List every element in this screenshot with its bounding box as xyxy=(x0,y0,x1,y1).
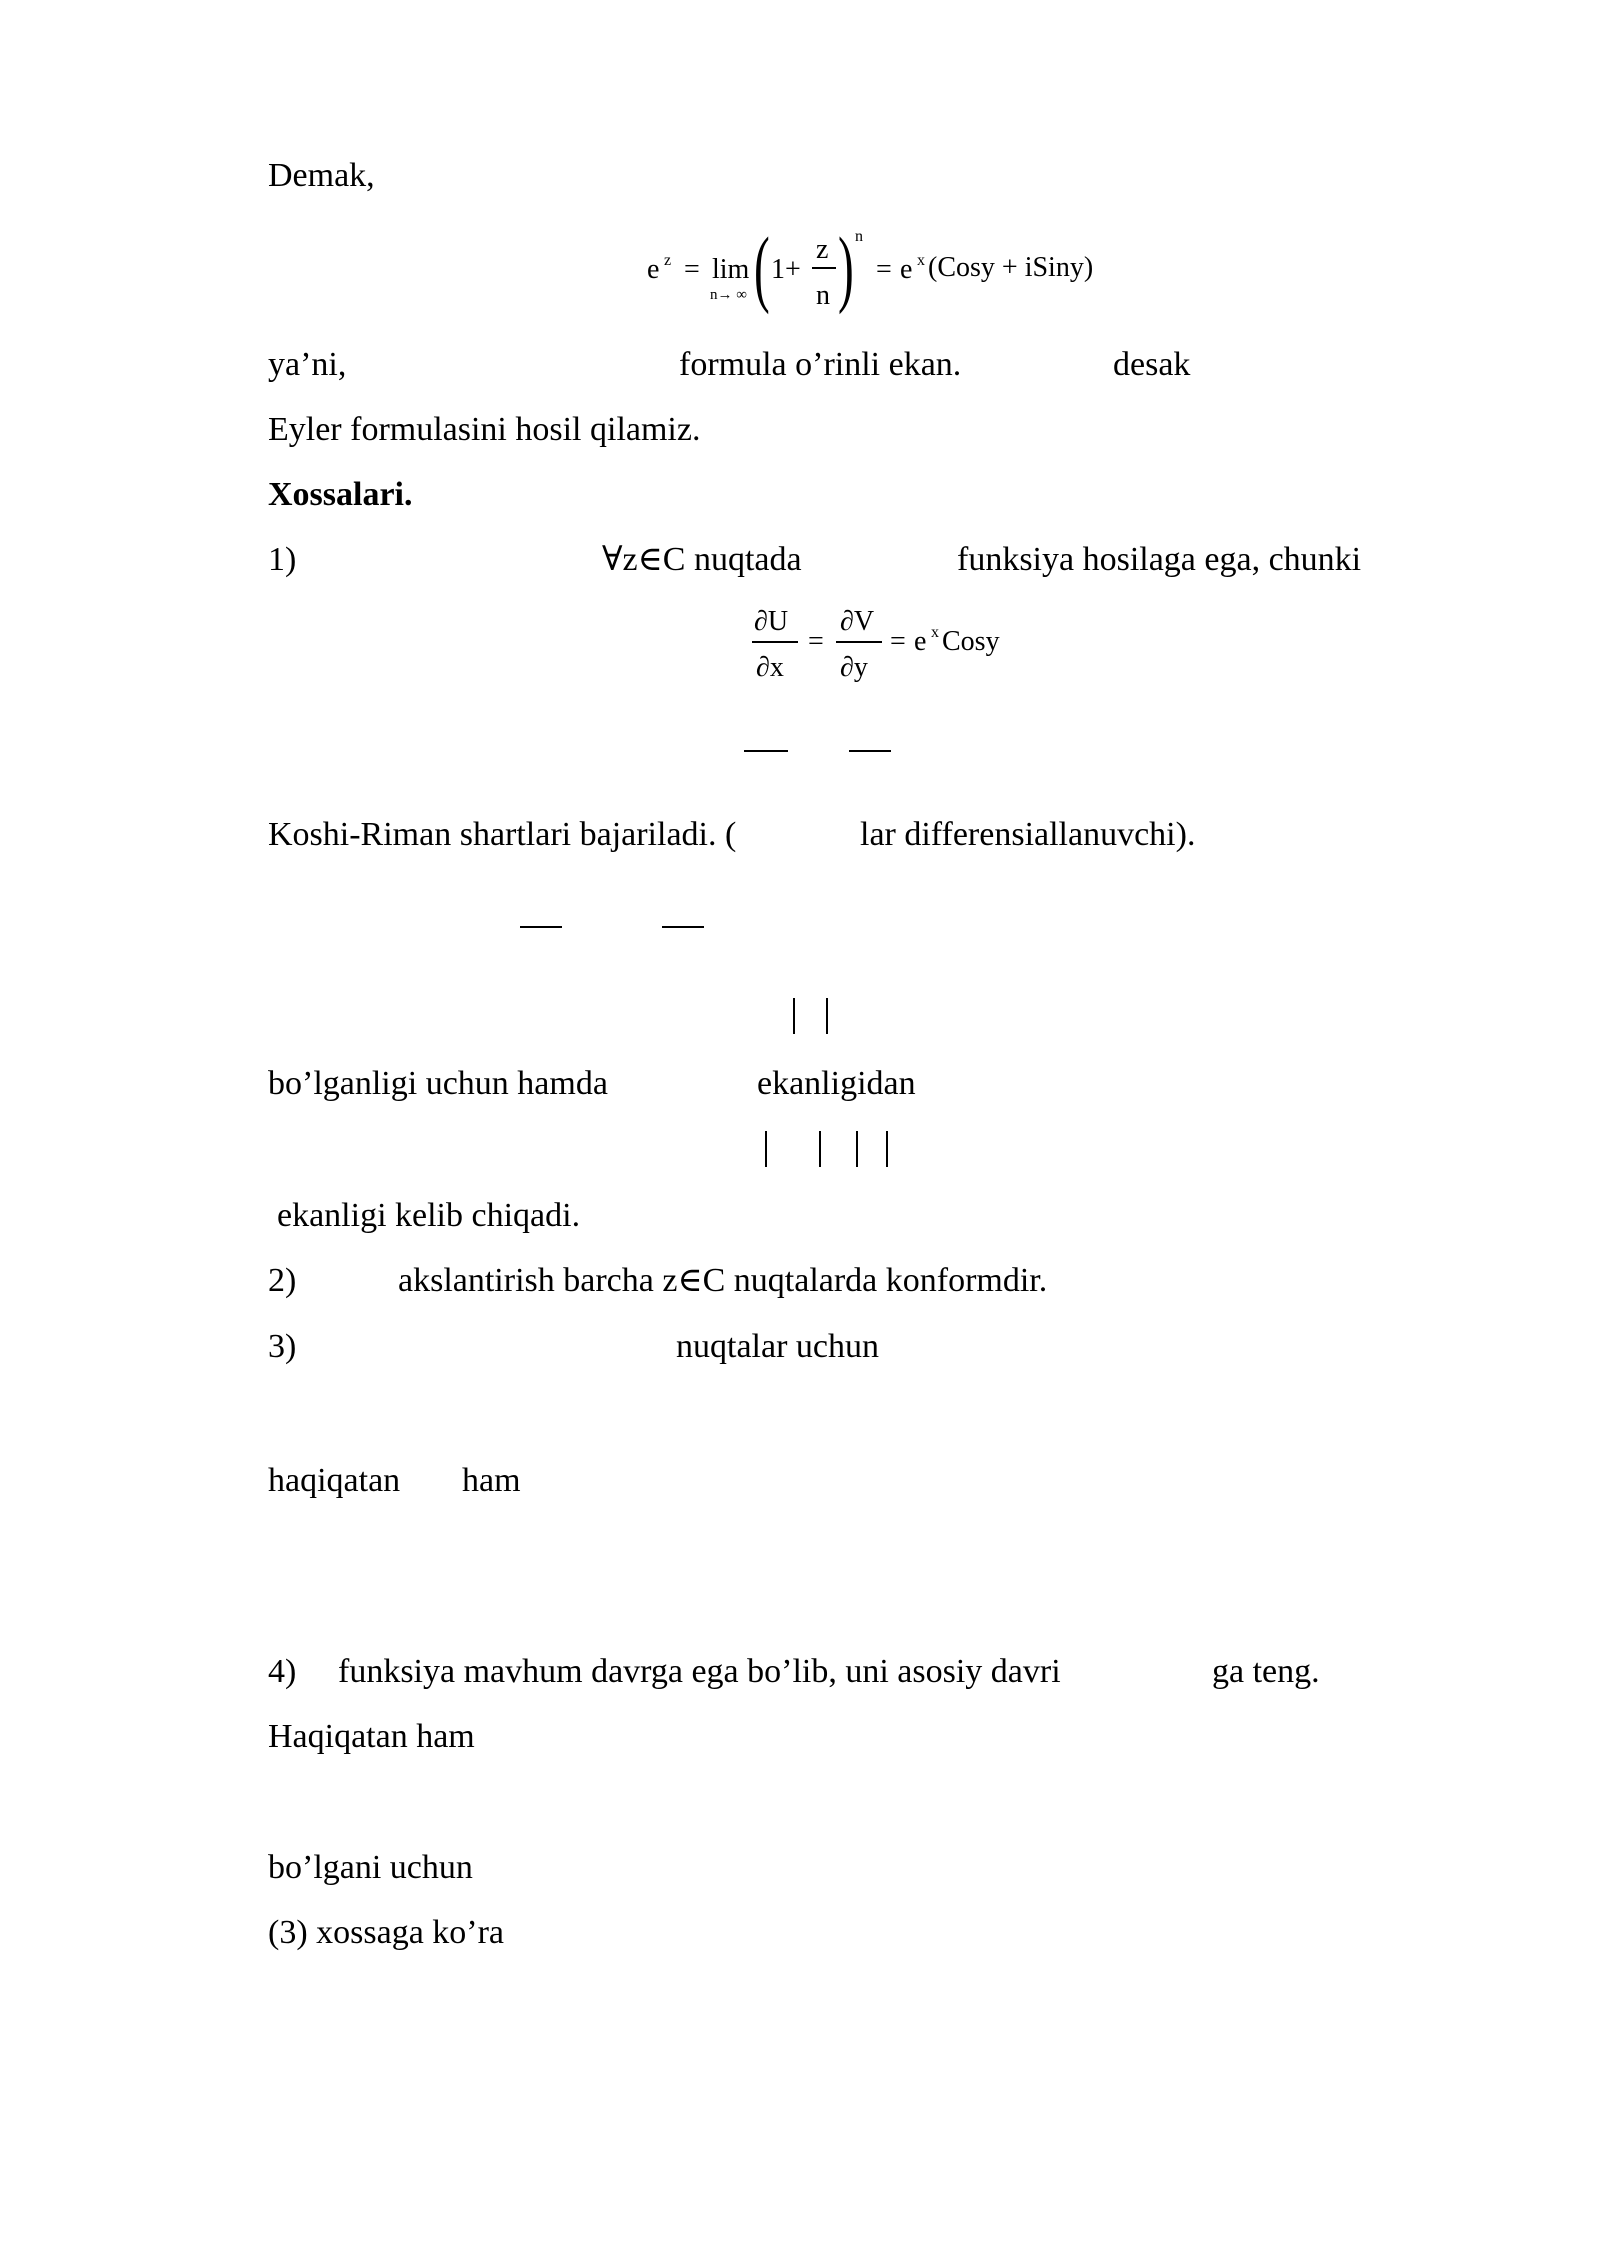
equation-remnant-bar xyxy=(520,926,562,928)
line-yani-start: ya’ni, xyxy=(268,346,347,383)
formula-fraction-bar-2 xyxy=(836,641,882,643)
formula-exp-z: z xyxy=(664,252,672,269)
modulus-bar xyxy=(793,998,795,1034)
modulus-bar xyxy=(826,998,828,1034)
modulus-bar xyxy=(886,1131,888,1167)
formula-equals-1: = xyxy=(684,254,700,285)
formula-e-x: e xyxy=(914,626,927,657)
item-2-text: akslantirish barcha z∈C nuqtalarda konformdir. xyxy=(398,1262,1048,1299)
formula-equals-b: = xyxy=(890,626,906,657)
equation-remnant-bar xyxy=(744,750,788,752)
formula-cos-i-sin: (Cosy + iSiny) xyxy=(928,252,1094,283)
modulus-bar xyxy=(819,1131,821,1167)
paragraph-bolgani-uchun: bo’lgani uchun xyxy=(268,1849,473,1886)
modulus-bar xyxy=(765,1131,767,1167)
line-haqiqatan: haqiqatan xyxy=(268,1462,401,1499)
formula-fraction-bar xyxy=(812,267,836,269)
line-bolganligi-start: bo’lganligi uchun hamda xyxy=(268,1065,608,1102)
formula-exp-n: n xyxy=(855,228,863,245)
formula-equals-a: = xyxy=(808,626,824,657)
formula-e: e xyxy=(647,254,660,285)
formula-dx: ∂x xyxy=(756,652,784,683)
formula-fraction-bar-1 xyxy=(752,641,798,643)
item-4-text: funksiya mavhum davrga ega bo’lib, uni asosiy davri xyxy=(338,1653,1061,1690)
paragraph-eyler: Eyler formulasini hosil qilamiz. xyxy=(268,411,701,448)
paragraph-haqiqatan-ham: Haqiqatan ham xyxy=(268,1718,475,1755)
item-3-number: 3) xyxy=(268,1328,297,1365)
item-4-number: 4) xyxy=(268,1653,297,1690)
line-bolganligi-end: ekanligidan xyxy=(757,1065,916,1102)
paragraph-koshi-end: lar differensiallanuvchi). xyxy=(860,816,1196,853)
line-ham: ham xyxy=(462,1462,521,1499)
item-4-end: ga teng. xyxy=(1212,1653,1320,1690)
formula-fraction-numerator: z xyxy=(816,234,829,265)
line-yani-middle: formula o’rinli ekan. xyxy=(679,346,962,383)
equation-remnant-bar xyxy=(849,750,891,752)
formula-fraction-denominator: n xyxy=(816,280,830,311)
formula-dU: ∂U xyxy=(754,606,789,637)
formula-equals-2: = xyxy=(876,254,892,285)
formula-exp-x: x xyxy=(917,252,925,269)
formula-e-2: e xyxy=(900,254,913,285)
formula-left-paren: ( xyxy=(754,219,770,315)
item-1-middle: ∀z∈C nuqtada xyxy=(602,541,802,578)
item-1-end: funksiya hosilaga ega, chunki xyxy=(957,541,1362,578)
formula-dy: ∂y xyxy=(840,652,868,683)
modulus-bar xyxy=(856,1131,858,1167)
line-yani-end: desak xyxy=(1113,346,1191,383)
formula-one-plus: 1+ xyxy=(771,254,801,285)
formula-n-to-infinity: n→ ∞ xyxy=(710,287,747,303)
item-2-number: 2) xyxy=(268,1262,297,1299)
formula-dV: ∂V xyxy=(840,606,875,637)
formula-exp-x-2: x xyxy=(931,624,939,641)
paragraph-ekanligi: ekanligi kelib chiqadi. xyxy=(277,1197,581,1234)
paragraph-xossaga-kora: (3) xossaga ko’ra xyxy=(268,1914,505,1951)
formula-lim: lim xyxy=(712,254,750,285)
item-3-text: nuqtalar uchun xyxy=(676,1328,879,1365)
equation-remnant-bar xyxy=(662,926,704,928)
paragraph-koshi-start: Koshi-Riman shartlari bajariladi. ( xyxy=(268,816,737,853)
heading-xossalari: Xossalari. xyxy=(268,476,413,513)
formula-cosy: Cosy xyxy=(942,626,1000,657)
paragraph-demak: Demak, xyxy=(268,157,375,194)
formula-right-paren: ) xyxy=(838,219,854,315)
item-1-number: 1) xyxy=(268,541,297,578)
